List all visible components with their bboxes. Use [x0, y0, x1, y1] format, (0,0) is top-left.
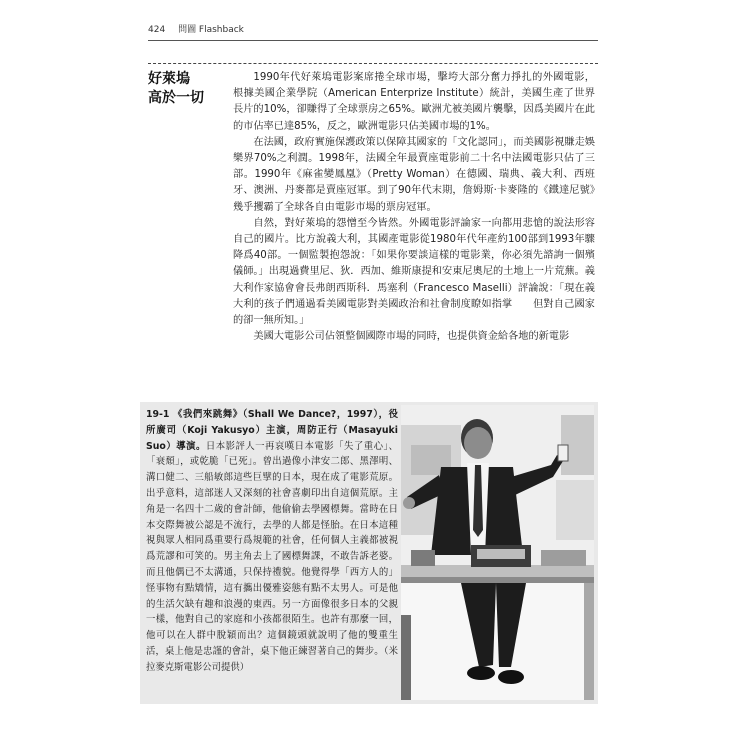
film-still-photo	[401, 405, 594, 700]
paragraph: 在法國，政府實施保護政策以保障其國家的「文化認同」，而美國影視賺走娛樂界70%之利潤。1998年，法國全年最賣座電影前二十名中法國電影只佔了三部。1990年《麻雀變鳳凰》（Pretty Woman）在德國、瑞典、義大利、西班牙、澳洲、丹麥都是賣座冠軍。到了90年代末期，詹姆斯·卡麥隆的《鐵達尼號》幾乎攫霸了全球各自由電影市場的票房冠軍。	[233, 136, 595, 213]
section-heading	[148, 70, 220, 108]
page-number: 424	[148, 25, 166, 35]
paragraph: 自然，對好萊塢的怨憎至今皆然。外國電影評論家一向都用悲愴的說法形容自己的國片。比方說義大利，其國產電影從1980年代年產約100部到1993年驟降爲40部。一個監製抱怨說：「如果你要談這樣的電影業，你必須先諮詢一個殯儀師。」出現過費里尼、狄．西加、維斯康提和安東尼奧尼的土地上一片荒蕪。義大利作家協會會長弗朗西斯科．馬塞利（Francesco Maselli）評論說：「現在義大利的孩子們通過看美國電影對美國政治和社會制度瞭如指掌 但對自己國家的卻一無所知。」	[233, 217, 595, 327]
running-title: 問圖 Flashback	[178, 25, 244, 35]
body-text	[233, 70, 595, 345]
caption-number: 19-1	[146, 409, 170, 420]
paragraph: 美國大電影公司佔領整個國際市場的同時，也提供資金給各地的新電影	[253, 331, 570, 343]
header-rule	[148, 40, 598, 41]
running-header	[148, 22, 244, 35]
caption-title-text: 《我們來跳舞》（Shall We Dance?，1997），役所廣司（Koji Yakusyo）主演，周防正行（Masayuki Suo）導演。	[146, 409, 398, 452]
film-still-image	[401, 405, 594, 700]
section-divider	[148, 63, 598, 64]
section-heading-line-2: 高於一切	[148, 90, 204, 106]
paragraph: 1990年代好萊塢電影案席捲全球市場，擊垮大部分奮力掙扎的外國電影，根據美國企業學院（American Enterprize Institute）統計，美國生產了世界長片的10%，卻賺得了全球票房之65%。歐洲尤被美國片襲擊，因爲美國片在此的市佔率已達85%，反之，歐洲電影只佔美國市場的1%。	[233, 72, 595, 132]
caption-text: 日本影評人一再哀嘆日本電影「失了重心」、「衰頹」，或乾脆「已死」。曾出過像小津安二郎、黑澤明、溝口健二、三船敏郎這些巨擘的日本，現在成了電影荒原。出乎意料，這部迷人又深刻的社會喜劇印出自這個荒原。主角是一名四十二歲的會計師，他偷偷去學國標舞。當時在日本交際舞被公認是不流行，去學的人都是怪胎。在日本這種視與眾人相同爲重要行爲規範的社會，任何個人主義都被視爲荒謬和可笑的。男主角去上了國標舞課，不敢告訴老婆。而且他偶已不太溝通，只保持禮貌。他覺得學「西方人的」怪事物有點矯情，這有攜出優雅姿態有點不太男人。可是他的生活欠缺有趣和浪漫的東西。另一方面像很多日本的父親一樣，他對自己的家庭和小孩都很陌生。也許有那麼一回，他可以在人群中脫穎而出？這個鏡頭就說明了他的雙重生活，桌上他是忠謹的會計，桌下他正練習著自己的舞步。（米拉麥克斯電影公司提供）	[146, 440, 399, 673]
section-heading-line-1: 好萊塢	[148, 71, 190, 87]
figure-caption	[146, 407, 398, 676]
